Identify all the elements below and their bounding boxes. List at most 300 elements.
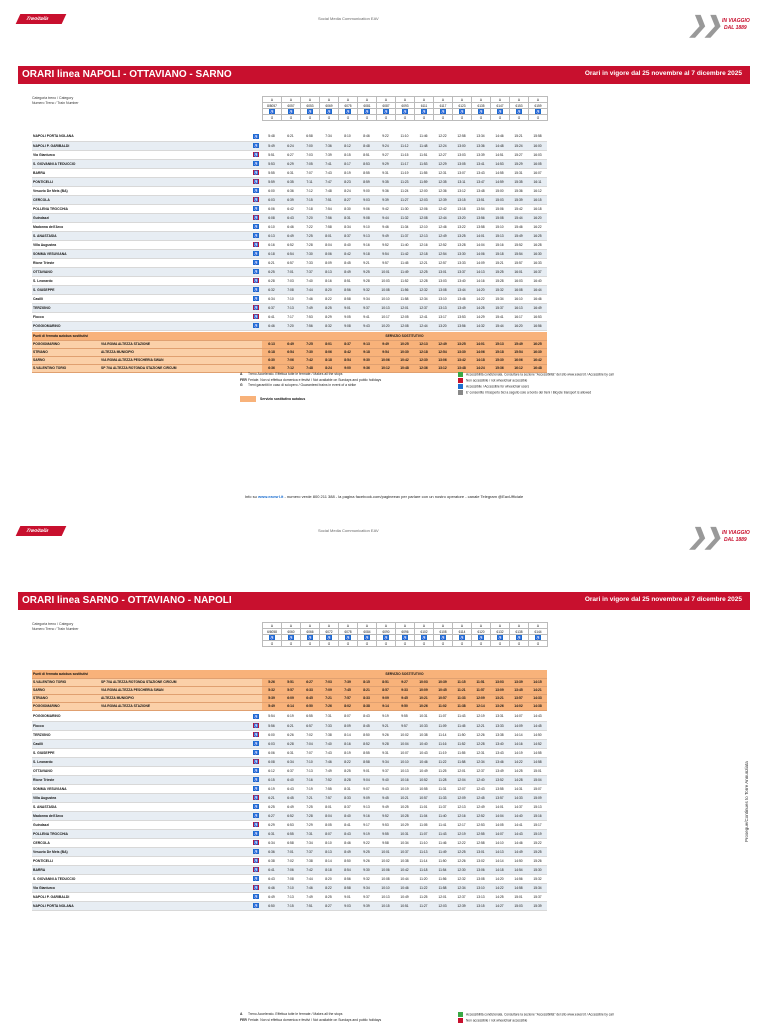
departure-time: 6:03	[262, 739, 281, 748]
category-cell: A	[529, 623, 548, 629]
departure-time: 12:37	[414, 303, 433, 312]
departure-time: 11:48	[414, 141, 433, 150]
station-name: Vesuvio De Meis (BA)	[32, 186, 250, 195]
station-row	[32, 730, 547, 739]
departure-time: 12:42	[433, 204, 452, 213]
departure-time: 8:13	[319, 847, 338, 856]
departure-time: 7:06	[281, 865, 300, 874]
departure-time: 9:01	[338, 892, 357, 901]
departure-time: 12:29	[433, 159, 452, 168]
departure-time: 8:22	[319, 883, 338, 892]
departure-time: 7:31	[319, 712, 338, 721]
station-name: Casilli	[32, 294, 250, 303]
station-name: POGGIOMARINO	[32, 321, 250, 330]
departure-time: 7:44	[300, 874, 319, 883]
bus-departure-time: 5:39	[262, 694, 281, 702]
bus-stop-name: S.VALENTINO TORIO	[32, 678, 100, 686]
departure-time: 15:13	[528, 802, 547, 811]
bus-departure-time: 13:45	[509, 686, 528, 694]
info-rest: - numero verde 800 211 388 - la pagina facebook.com/pagineeav per parlare con un nostro operatore - canale Telegram @EavUfficiale	[284, 494, 524, 499]
departure-time: 12:36	[433, 186, 452, 195]
eav-logo	[688, 10, 750, 40]
departure-time: 8:50	[357, 730, 376, 739]
departure-time: 14:18	[490, 865, 509, 874]
station-accessibility	[250, 258, 262, 267]
departure-time: 7:01	[281, 847, 300, 856]
departure-time: 15:46	[509, 222, 528, 231]
departure-time: 6:25	[262, 802, 281, 811]
departure-time: 11:13	[414, 847, 433, 856]
departure-time: 8:43	[357, 712, 376, 721]
departure-time: 5:59	[262, 177, 281, 186]
bus-departure-time: 16:12	[509, 364, 528, 372]
departure-time: 9:04	[357, 775, 376, 784]
bus-departure-time: 9:00	[338, 364, 357, 372]
meta-label: Categoria treno / Category	[32, 622, 74, 626]
bus-departure-time: 11:57	[471, 686, 490, 694]
departure-time: 13:10	[471, 883, 490, 892]
bus-departure-time: 9:45	[395, 694, 414, 702]
not-accessible-icon: ♿	[253, 215, 259, 220]
departure-time: 10:57	[414, 793, 433, 802]
bus-departure-time: 6:18	[262, 348, 281, 356]
departure-time: 6:25	[262, 267, 281, 276]
departure-time: 9:16	[357, 811, 376, 820]
departure-time: 7:20	[281, 321, 300, 330]
station-accessibility	[250, 276, 262, 285]
replacement-service-label: SERVIZIO SOSTITUTIVO	[262, 332, 547, 340]
station-timetable	[32, 132, 547, 331]
departure-time: 7:30	[300, 249, 319, 258]
departure-time: 9:43	[357, 321, 376, 330]
bus-heading-row	[32, 332, 547, 340]
departure-time: 12:21	[471, 721, 490, 730]
departure-time: 7:40	[319, 739, 338, 748]
guaranteed-cell: G	[434, 115, 453, 121]
bus-stop-address: VIA ROMA ALTEZZA PESCHERIA SWAN	[100, 356, 262, 364]
station-row	[32, 294, 547, 303]
departure-time: 10:08	[376, 285, 395, 294]
departure-time: 6:52	[281, 240, 300, 249]
station-accessibility	[250, 766, 262, 775]
departure-time: 11:09	[433, 721, 452, 730]
wheelchair-icon: ♿	[535, 635, 541, 640]
departure-time: 6:46	[262, 321, 281, 330]
departure-time: 7:38	[319, 730, 338, 739]
station-row	[32, 784, 547, 793]
not-accessible-icon: ♿	[253, 723, 259, 728]
station-row	[32, 141, 547, 150]
wheelchair-icon: ♿	[253, 251, 259, 256]
departure-time: 9:05	[338, 312, 357, 321]
departure-time: 6:10	[262, 222, 281, 231]
departure-time: 7:36	[319, 141, 338, 150]
info-prefix: Info su	[244, 494, 257, 499]
departure-time: 15:58	[528, 132, 547, 141]
departure-time: 14:14	[490, 856, 509, 865]
wheelchair-icon: ♿	[402, 635, 408, 640]
departure-time: 14:52	[528, 739, 547, 748]
departure-time: 12:43	[471, 784, 490, 793]
bus-departure-time: 9:54	[376, 348, 395, 356]
departure-time: 9:54	[376, 249, 395, 258]
category-cell: A	[491, 623, 510, 629]
page-header	[18, 6, 750, 48]
departure-time: 6:41	[262, 312, 281, 321]
departure-time: 9:25	[357, 267, 376, 276]
bus-departure-time: 9:13	[357, 340, 376, 348]
departure-time: 6:32	[262, 285, 281, 294]
category-cell: A	[415, 623, 434, 629]
departure-time: 7:05	[300, 159, 319, 168]
departure-time: 15:52	[509, 240, 528, 249]
bus-departure-time: 12:14	[471, 702, 490, 710]
departure-time: 12:34	[452, 883, 471, 892]
departure-time: 9:22	[357, 838, 376, 847]
bus-stop-row	[32, 364, 547, 372]
departure-time: 9:32	[357, 285, 376, 294]
departure-time: 15:17	[528, 820, 547, 829]
departure-time: 14:05	[490, 820, 509, 829]
departure-time: 9:35	[376, 177, 395, 186]
departure-time: 16:12	[528, 186, 547, 195]
station-name: Via Gianturco	[32, 150, 250, 159]
guaranteed-cell: G	[320, 115, 339, 121]
departure-time: 7:20	[300, 213, 319, 222]
departure-time: 14:48	[490, 141, 509, 150]
guaranteed-cell: G	[358, 115, 377, 121]
departure-time: 14:33	[509, 793, 528, 802]
bus-departure-time: 6:36	[262, 364, 281, 372]
departure-time: 14:06	[471, 249, 490, 258]
header-center-note: Social Media Communication EAV	[318, 16, 379, 21]
departure-time: 11:17	[395, 159, 414, 168]
bus-departure-time: 13:21	[490, 694, 509, 702]
departure-time: 10:28	[395, 811, 414, 820]
departure-time: 10:10	[376, 883, 395, 892]
departure-time: 13:40	[452, 276, 471, 285]
bus-departure-time: 16:42	[528, 356, 547, 364]
departure-time: 13:40	[490, 739, 509, 748]
wheelchair-icon: ♿	[345, 109, 351, 114]
departure-time: 7:56	[300, 321, 319, 330]
departure-time: 10:38	[395, 856, 414, 865]
bus-departure-time: 16:48	[528, 364, 547, 372]
not-accessible-icon: ♿	[253, 840, 259, 845]
departure-time: 13:52	[490, 775, 509, 784]
station-accessibility	[250, 132, 262, 141]
departure-time: 11:24	[395, 186, 414, 195]
departure-time: 8:27	[338, 195, 357, 204]
departure-time: 8:18	[319, 865, 338, 874]
departure-time: 10:38	[414, 730, 433, 739]
station-name: S. ANASTASIA	[32, 802, 250, 811]
departure-time: 9:30	[357, 865, 376, 874]
departure-time: 7:08	[281, 874, 300, 883]
wheelchair-icon: ♿	[253, 188, 259, 193]
bus-departure-time: 12:54	[433, 348, 452, 356]
departure-time: 13:43	[490, 748, 509, 757]
wheelchair-icon: ♿	[253, 133, 259, 139]
departure-time: 13:22	[452, 222, 471, 231]
bus-stop-name: SARNO	[32, 686, 100, 694]
departure-time: 14:20	[490, 874, 509, 883]
bus-departure-time: 10:25	[395, 340, 414, 348]
train-number-cell: 6087	[377, 103, 396, 109]
bus-departure-time: 9:09	[376, 694, 395, 702]
departure-time: 7:07	[300, 168, 319, 177]
train-number-cell: 6102	[415, 629, 434, 635]
departure-time: 15:37	[490, 303, 509, 312]
departure-time: 8:13	[319, 267, 338, 276]
bus-departure-time: 14:02	[509, 702, 528, 710]
departure-time: 9:01	[357, 766, 376, 775]
departure-time: 6:12	[262, 766, 281, 775]
departure-time: 14:14	[509, 730, 528, 739]
legend-right	[458, 372, 728, 395]
departure-time: 11:56	[433, 874, 452, 883]
station-name: Guindazzi	[32, 213, 250, 222]
train-number-cell: 6114	[453, 629, 472, 635]
departure-time: 13:53	[452, 312, 471, 321]
departure-time: 7:10	[300, 757, 319, 766]
departure-time: 13:17	[433, 312, 452, 321]
wheelchair-icon: ♿	[269, 109, 275, 114]
train-header-table	[262, 622, 548, 647]
departure-time: 9:25	[357, 847, 376, 856]
departure-time: 11:30	[395, 204, 414, 213]
station-accessibility	[250, 213, 262, 222]
info-site-link[interactable]: www.eavsrl.it	[257, 494, 284, 499]
wheelchair-icon: ♿	[459, 109, 465, 114]
not-accessible-icon: ♿	[253, 867, 259, 872]
departure-time: 7:46	[300, 294, 319, 303]
bus-departure-time: 9:30	[357, 356, 376, 364]
departure-time: 9:26	[376, 730, 395, 739]
station-timetable	[32, 712, 547, 911]
departure-time: 14:46	[509, 838, 528, 847]
bus-stop-name: STRIANO	[32, 694, 100, 702]
legend-right	[458, 1012, 728, 1024]
departure-time: 12:04	[452, 775, 471, 784]
departure-time: 5:53	[262, 159, 281, 168]
bus-departure-time: 13:03	[490, 678, 509, 686]
bus-departure-time: 7:48	[300, 364, 319, 372]
departure-time: 9:10	[357, 222, 376, 231]
bus-departure-time: 10:06	[376, 356, 395, 364]
station-accessibility	[250, 829, 262, 838]
departure-time: 12:13	[452, 802, 471, 811]
bus-departure-time: 13:06	[433, 356, 452, 364]
departure-time: 15:30	[528, 865, 547, 874]
guaranteed-cell: G	[358, 641, 377, 647]
departure-time: 16:08	[509, 285, 528, 294]
departure-time: 16:25	[528, 231, 547, 240]
departure-time: 16:05	[528, 159, 547, 168]
station-row	[32, 712, 547, 721]
departure-time: 13:12	[452, 186, 471, 195]
departure-time: 8:37	[338, 802, 357, 811]
departure-time: 10:34	[395, 838, 414, 847]
train-meta-labels	[32, 622, 79, 632]
departure-time: 16:10	[509, 294, 528, 303]
wheelchair-icon: ♿	[478, 109, 484, 114]
departure-time: 11:12	[395, 141, 414, 150]
departure-time: 15:21	[490, 258, 509, 267]
departure-time: 16:33	[528, 258, 547, 267]
wheelchair-icon: ♿	[253, 777, 259, 782]
departure-time: 9:18	[357, 249, 376, 258]
departure-time: 6:46	[281, 222, 300, 231]
departure-time: 11:55	[452, 748, 471, 757]
departure-time: 9:19	[376, 712, 395, 721]
departure-time: 12:30	[452, 865, 471, 874]
departure-time: 10:19	[395, 784, 414, 793]
departure-time: 11:10	[414, 838, 433, 847]
departure-time: 6:35	[281, 177, 300, 186]
bus-replacement-table	[32, 670, 547, 711]
station-row	[32, 883, 547, 892]
departure-time: 6:34	[281, 757, 300, 766]
departure-time: 9:09	[357, 793, 376, 802]
bus-departure-time: 8:15	[357, 678, 376, 686]
departure-time: 12:58	[471, 838, 490, 847]
not-accessible-icon: ♿	[253, 759, 259, 764]
timetable-title: ORARI linea NAPOLI - OTTAVIANO - SARNO	[22, 69, 232, 80]
station-accessibility	[250, 204, 262, 213]
departure-time: 16:03	[528, 150, 547, 159]
departure-time: 10:31	[414, 712, 433, 721]
departure-time: 6:19	[262, 784, 281, 793]
timetable-title: ORARI linea SARNO - OTTAVIANO - NAPOLI	[22, 595, 232, 606]
departure-time: 7:25	[300, 231, 319, 240]
departure-time: 13:33	[490, 721, 509, 730]
departure-time: 13:15	[452, 195, 471, 204]
departure-time: 6:36	[281, 186, 300, 195]
departure-time: 14:13	[490, 847, 509, 856]
bus-departure-time: 6:49	[281, 340, 300, 348]
guaranteed-cell: G	[339, 641, 358, 647]
departure-time: 11:51	[414, 150, 433, 159]
departure-time: 11:23	[395, 177, 414, 186]
departure-time: 12:58	[452, 132, 471, 141]
departure-time: 7:28	[300, 811, 319, 820]
bus-departure-time: 12:13	[414, 340, 433, 348]
departure-time: 8:07	[338, 712, 357, 721]
departure-time: 8:16	[338, 739, 357, 748]
departure-time: 11:43	[452, 712, 471, 721]
bus-departure-time: 15:30	[490, 356, 509, 364]
station-name: Flocco	[32, 312, 250, 321]
station-name: CERCOLA	[32, 838, 250, 847]
bus-departure-time: 13:48	[452, 364, 471, 372]
departure-time: 15:04	[528, 775, 547, 784]
departure-time: 8:54	[338, 865, 357, 874]
bus-departure-time: 12:18	[414, 348, 433, 356]
departure-time: 10:13	[376, 892, 395, 901]
departure-time: 11:16	[433, 739, 452, 748]
wheelchair-icon: ♿	[269, 635, 275, 640]
departure-time: 10:43	[414, 748, 433, 757]
departure-time: 7:37	[300, 267, 319, 276]
departure-time: 13:58	[471, 222, 490, 231]
station-accessibility	[250, 784, 262, 793]
bus-stop-name: STRIANO	[32, 348, 100, 356]
departure-time: 11:19	[395, 168, 414, 177]
departure-time: 14:45	[528, 721, 547, 730]
departure-time: 15:27	[509, 150, 528, 159]
bus-stop-row	[32, 678, 547, 686]
station-name: PONTICELLI	[32, 177, 250, 186]
departure-time: 13:44	[452, 285, 471, 294]
departure-time: 8:58	[357, 757, 376, 766]
train-number-cell: 6132	[491, 629, 510, 635]
bus-departure-time: 6:13	[262, 340, 281, 348]
station-name: SOMMA VESUVIANA	[32, 784, 250, 793]
departure-time: 16:49	[528, 303, 547, 312]
bus-departure-time: 7:06	[281, 356, 300, 364]
departure-time: 6:31	[281, 748, 300, 757]
station-accessibility	[250, 141, 262, 150]
departure-time: 6:26	[281, 730, 300, 739]
legend-key: A	[240, 1012, 243, 1016]
wheelchair-icon: ♿	[516, 635, 522, 640]
guaranteed-cell: G	[320, 641, 339, 647]
title-bar	[18, 66, 750, 84]
departure-time: 10:02	[376, 856, 395, 865]
departure-time: 7:19	[300, 784, 319, 793]
departure-time: 12:44	[414, 321, 433, 330]
bus-departure-time: 13:30	[452, 348, 471, 356]
departure-time: 16:13	[509, 303, 528, 312]
train-number-cell: 6111	[415, 103, 434, 109]
legend-swatch-icon	[458, 372, 463, 377]
departure-time: 6:52	[281, 811, 300, 820]
wheelchair-icon: ♿	[253, 224, 259, 229]
station-accessibility	[250, 811, 262, 820]
bus-departure-time: 13:39	[509, 678, 528, 686]
bus-departure-time: 15:36	[490, 364, 509, 372]
departure-time: 7:11	[300, 177, 319, 186]
eav-logo	[688, 522, 750, 552]
station-accessibility	[250, 802, 262, 811]
departure-time: 6:43	[281, 784, 300, 793]
station-row	[32, 177, 547, 186]
station-accessibility	[250, 820, 262, 829]
wheelchair-icon: ♿	[253, 876, 259, 881]
legend-row	[240, 383, 381, 389]
departure-time: 6:13	[262, 231, 281, 240]
departure-time: 10:31	[395, 829, 414, 838]
wheelchair-icon: ♿	[253, 143, 259, 148]
station-row	[32, 240, 547, 249]
departure-time: 9:13	[357, 802, 376, 811]
departure-time: 14:10	[490, 838, 509, 847]
departure-time: 13:37	[452, 267, 471, 276]
departure-time: 12:39	[433, 195, 452, 204]
departure-time: 14:04	[490, 811, 509, 820]
bus-departure-time: 10:21	[414, 694, 433, 702]
departure-time: 7:02	[281, 856, 300, 865]
train-number-cell: 6060	[282, 629, 301, 635]
bus-departure-time: 16:30	[528, 348, 547, 356]
station-row	[32, 312, 547, 321]
departure-time: 6:58	[300, 132, 319, 141]
departure-time: 14:25	[509, 766, 528, 775]
departure-time: 7:08	[281, 285, 300, 294]
departure-time: 14:56	[509, 874, 528, 883]
wheelchair-icon: ♿	[402, 109, 408, 114]
